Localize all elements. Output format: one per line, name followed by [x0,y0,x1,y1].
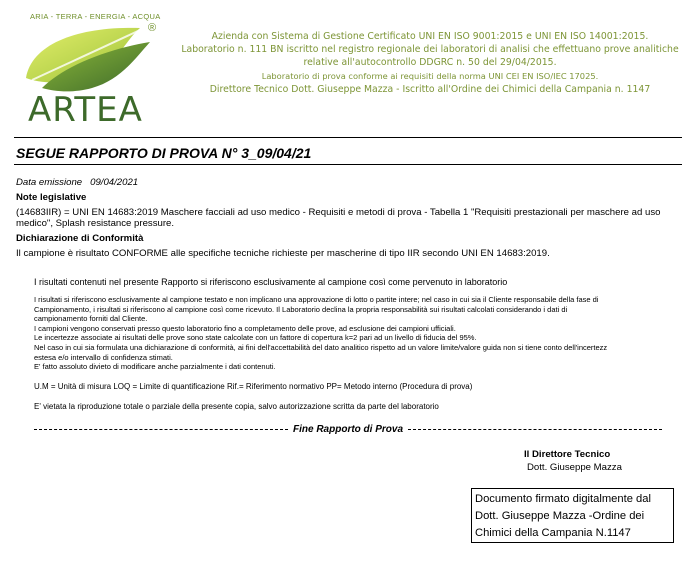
director-title: Il Direttore Tecnico [524,449,611,460]
notes-heading: Note legislative [16,192,87,203]
end-of-report-label: Fine Rapporto di Prova [293,424,404,435]
title-divider [14,164,682,165]
report-title: SEGUE RAPPORTO DI PROVA N° 3_09/04/21 [16,145,312,161]
disclaimer-line: Nel caso in cui sia formulata una dichiarazione di conformità, ai fini dell'accettabilità del dato analitico rispetto ad un valore limite/valore guida non si tiene conto dell'incertezz [34,343,608,352]
reproduction-notice: E' vietata la riproduzione totale o parziale della presente copia, salvo autorizzazione scritta da parte del laboratorio [34,402,439,411]
issue-date-row [16,177,138,188]
conformity-heading: Dichiarazione di Conformità [16,233,144,244]
disclaimer-line: estesa e/o intervallo di confidenza stimati. [34,352,173,362]
director-name: Dott. Giuseppe Mazza [527,462,622,473]
header-divider [14,137,682,138]
digital-signature-box [471,488,674,543]
header-line-1: Azienda con Sistema di Gestione Certificato UNI EN ISO 9001:2015 e UNI EN ISO 14001:2015. [211,31,649,42]
end-of-report-row [34,424,662,435]
signature-line-2: Dott. Giuseppe Mazza -Ordine dei [475,510,645,522]
registered-mark: ® [148,22,157,34]
leaf-icon [22,22,162,94]
header-line-2: Laboratorio n. 111 BN iscritto nel registro regionale dei laboratori di analisi che effettuano prove analitiche [181,44,679,56]
logo-tagline: ARIA - TERRA - ENERGIA - ACQUA [30,12,161,21]
logo-wordmark: ARTEA [28,90,143,130]
dashed-divider-left [34,429,288,430]
notes-line-2: medico", Splash resistance pressure. [16,218,175,229]
disclaimer-line: I risultati si riferiscono esclusivamente al campione testato e non implicano una approvazione di lotto o partite intere; nel caso in cui sia il Cliente responsabile della fase di [34,295,599,304]
disclaimer-line: E' fatto assoluto divieto di modificare anche parzialmente i dati contenuti. [34,362,276,372]
lab-header-info [180,30,680,96]
disclaimer-line: I campioni vengono conservati presso questo laboratorio fino a completamento delle prove, ad esclusione dei campioni ufficiali. [34,323,456,333]
header-line-5: Direttore Tecnico Dott. Giuseppe Mazza - Iscritto all'Ordine dei Chimici della Campania n. 1147 [209,83,651,95]
header-line-3: relative all'autocontrollo DDGRC n. 50 del 29/04/2015. [303,57,557,69]
results-scope-note: I risultati contenuti nel presente Rapporto si riferiscono esclusivamente al campione così come pervenuto in laboratorio [34,277,508,287]
conformity-text: Il campione è risultato CONFORME alle specifiche tecniche richieste per mascherine di tipo IIR secondo UNI EN 14683:2019. [16,248,550,259]
signature-line-3: Chimici della Campania N.1147 [475,527,631,539]
issue-date-value: 09/04/2021 [90,177,139,188]
header-line-4: Laboratorio di prova conforme ai requisiti della norma UNI CEI EN ISO/IEC 17025. [261,70,599,81]
disclaimer-line: Le incertezze associate ai risultati delle prove sono state calcolate con un fattore di copertura k=2 pari ad un livello di fiducia del 95%. [34,333,477,343]
signature-line-1: Documento firmato digitalmente dal [475,493,651,505]
notes-line-1: (14683IIR) = UNI EN 14683:2019 Maschere facciali ad uso medico - Requisiti e metodi di prova - Tabella 1 "Requisiti prestazionali per maschere ad uso [16,207,661,218]
dashed-divider-right [408,429,662,430]
disclaimer-line: Campionamento, i risultati si riferiscono al campione così come ricevuto. Il Laboratorio declina la propria responsabilità sui risultati calcolati considerando i dati di [34,304,568,314]
disclaimer-line: campionamento forniti dal Cliente. [34,314,148,324]
artea-logo [22,8,170,130]
units-legend: U.M = Unità di misura LOQ = Limite di quantificazione Rif.= Riferimento normativo PP= Metodo interno (Procedura di prova) [34,382,473,391]
issue-date-label: Data emissione [16,177,83,188]
